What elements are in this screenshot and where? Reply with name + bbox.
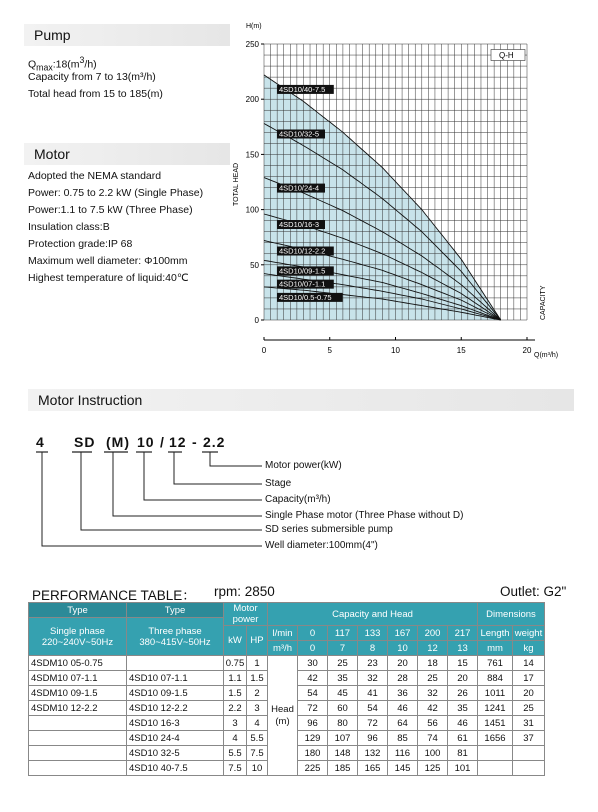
lmin-cell: 133 [358, 626, 388, 641]
head-value: 96 [358, 731, 388, 746]
hp-cell: 3 [247, 701, 268, 716]
x-tick-label: 5 [327, 346, 332, 355]
weight-cell: 17 [513, 671, 545, 686]
code-10: 10 [137, 434, 155, 450]
motor-temperature: Highest temperature of liquid:40℃ [28, 272, 189, 284]
three-phase-model [127, 656, 224, 671]
head-value: 96 [298, 716, 328, 731]
head-label-cell: Head (m) [268, 656, 298, 776]
three-phase-model: 4SD10 16-3 [127, 716, 224, 731]
lmin-cell: 200 [418, 626, 448, 641]
head-value: 145 [388, 761, 418, 776]
y-tick-label: 150 [245, 150, 259, 160]
three-phase-model: 4SD10 24-4 [127, 731, 224, 746]
head-value: 81 [448, 746, 478, 761]
head-value: 72 [298, 701, 328, 716]
weight-cell [513, 746, 545, 761]
series-label: 4SD10/09-1.5 [279, 266, 326, 276]
head-value: 18 [418, 656, 448, 671]
pump-qmax: $Q_{max}:18(m^3/h)$ [28, 55, 97, 73]
head-value: 85 [388, 731, 418, 746]
length-cell: 884 [478, 671, 513, 686]
head-value: 32 [418, 686, 448, 701]
hp-cell: 4 [247, 716, 268, 731]
instruction-section-title: Motor Instruction [28, 389, 574, 411]
length-cell: 1011 [478, 686, 513, 701]
weight-cell: 25 [513, 701, 545, 716]
head-value: 74 [418, 731, 448, 746]
single-phase-model [29, 761, 127, 776]
head-value: 46 [388, 701, 418, 716]
performance-table-title: PERFORMANCE TABLE： [32, 588, 196, 603]
three-phase-model: 4SD10 09-1.5 [127, 686, 224, 701]
head-value: 46 [448, 716, 478, 731]
length-cell [478, 746, 513, 761]
header-mm: mm [478, 641, 513, 656]
head-value: 100 [418, 746, 448, 761]
header-motor-power: Motor power [224, 603, 268, 626]
m3h-cell: 7 [328, 641, 358, 656]
motor-nema: Adopted the NEMA standard [28, 170, 162, 182]
length-cell: 1451 [478, 716, 513, 731]
single-phase-model [29, 746, 127, 761]
length-cell: 1656 [478, 731, 513, 746]
kw-cell: 1.5 [224, 686, 247, 701]
motor-insulation: Insulation class:B [28, 221, 110, 233]
head-value: 42 [418, 701, 448, 716]
series-label: 4SD10/07-1.1 [279, 279, 326, 289]
header-type-three: Type [127, 603, 224, 618]
motor-power-three: Power:1.1 to 7.5 kW (Three Phase) [28, 204, 193, 216]
head-value: 101 [448, 761, 478, 776]
series-label: 4SD10/12-2.2 [279, 246, 326, 256]
hp-cell: 2 [247, 686, 268, 701]
code-sd: SD [74, 434, 96, 450]
single-phase-model [29, 731, 127, 746]
head-value: 61 [448, 731, 478, 746]
header-capacity-head: Capacity and Head [268, 603, 478, 626]
kw-cell: 1.1 [224, 671, 247, 686]
head-value: 54 [298, 686, 328, 701]
series-label: 4SD10/32-5 [279, 129, 320, 139]
weight-cell: 37 [513, 731, 545, 746]
head-value: 26 [448, 686, 478, 701]
length-cell: 1241 [478, 701, 513, 716]
performance-table [28, 602, 545, 776]
head-value: 54 [358, 701, 388, 716]
head-value: 23 [358, 656, 388, 671]
head-value: 129 [298, 731, 328, 746]
motor-protection: Protection grade:IP 68 [28, 238, 133, 250]
y-tick-label: 100 [245, 205, 259, 215]
m3h-cell: 13 [448, 641, 478, 656]
head-value: 225 [298, 761, 328, 776]
pump-capacity: Capacity from 7 to 13(m³/h) [28, 71, 156, 83]
kw-cell: 4 [224, 731, 247, 746]
three-phase-model: 4SD10 40-7.5 [127, 761, 224, 776]
legend-label: Q-H [499, 51, 514, 61]
head-value: 56 [418, 716, 448, 731]
outlet-label: Outlet: G2" [500, 584, 567, 599]
x-tick-label: 15 [456, 346, 466, 355]
head-value: 20 [388, 656, 418, 671]
head-value: 180 [298, 746, 328, 761]
header-single-phase: Single phase 220~240V~50Hz [29, 618, 127, 656]
head-value: 15 [448, 656, 478, 671]
three-phase-model: 4SD10 07-1.1 [127, 671, 224, 686]
head-value: 35 [328, 671, 358, 686]
three-phase-model: 4SD10 32-5 [127, 746, 224, 761]
head-value: 42 [298, 671, 328, 686]
kw-cell: 3 [224, 716, 247, 731]
lmin-cell: 117 [328, 626, 358, 641]
single-phase-model: 4SDM10 12-2.2 [29, 701, 127, 716]
single-phase-model: 4SDM10 07-1.1 [29, 671, 127, 686]
kw-cell: 0.75 [224, 656, 247, 671]
code-m: (M) [106, 434, 130, 450]
head-value: 72 [358, 716, 388, 731]
head-value: 185 [328, 761, 358, 776]
code-slash: / [160, 434, 165, 450]
lmin-cell: 167 [388, 626, 418, 641]
m3h-cell: 12 [418, 641, 448, 656]
right-axis-label: CAPACITY [540, 285, 547, 320]
single-phase-model [29, 716, 127, 731]
x-axis-unit: Q(m³/h) [534, 352, 559, 359]
rpm-label: rpm: 2850 [214, 584, 275, 599]
weight-cell: 31 [513, 716, 545, 731]
table-row [29, 656, 545, 671]
motor-power-single: Power: 0.75 to 2.2 kW (Single Phase) [28, 187, 204, 199]
motor-section-title: Motor [24, 143, 230, 165]
header-hp: HP [247, 626, 268, 656]
three-phase-model: 4SD10 12-2.2 [127, 701, 224, 716]
label-capacity: Capacity(m³/h) [265, 494, 331, 505]
label-stage: Stage [265, 478, 292, 489]
hp-cell: 1.5 [247, 671, 268, 686]
label-single-phase: Single Phase motor (Three Phase without D) [265, 510, 464, 521]
header-kg: kg [513, 641, 545, 656]
head-value: 64 [388, 716, 418, 731]
head-value: 25 [328, 656, 358, 671]
lmin-cell: 217 [448, 626, 478, 641]
m3h-cell: 10 [388, 641, 418, 656]
head-value: 116 [388, 746, 418, 761]
head-value: 165 [358, 761, 388, 776]
header-dimensions: Dimensions [478, 603, 545, 626]
pump-total-head: Total head from 15 to 185(m) [28, 88, 163, 100]
header-length: Length [478, 626, 513, 641]
x-tick-label: 20 [522, 346, 532, 355]
y-tick-label: 0 [254, 316, 259, 325]
head-value: 125 [418, 761, 448, 776]
code-12: 12 [169, 434, 187, 450]
head-value: 28 [388, 671, 418, 686]
single-phase-model: 4SDM10 05-0.75 [29, 656, 127, 671]
head-value: 41 [358, 686, 388, 701]
header-lmin: l/min [268, 626, 298, 641]
single-phase-model: 4SDM10 09-1.5 [29, 686, 127, 701]
header-weight: weight [513, 626, 545, 641]
series-label: 4SD10/24-4 [279, 183, 320, 193]
length-cell: 761 [478, 656, 513, 671]
head-value: 30 [298, 656, 328, 671]
kw-cell: 7.5 [224, 761, 247, 776]
head-value: 80 [328, 716, 358, 731]
x-tick-label: 10 [391, 346, 400, 355]
code-well: 4 [36, 434, 45, 450]
pump-section-title: Pump [24, 24, 230, 46]
hp-cell: 5.5 [247, 731, 268, 746]
length-cell [478, 761, 513, 776]
head-value: 107 [328, 731, 358, 746]
hp-cell: 7.5 [247, 746, 268, 761]
head-value: 20 [448, 671, 478, 686]
head-value: 132 [358, 746, 388, 761]
y-tick-label: 250 [245, 40, 259, 49]
label-sd-series: SD series submersible pump [265, 524, 393, 535]
head-value: 25 [418, 671, 448, 686]
series-label: 4SD10/16-3 [279, 220, 320, 230]
code-22: 2.2 [203, 434, 226, 450]
header-three-phase: Three phase 380~415V~50Hz [127, 618, 224, 656]
header-type-single: Type [29, 603, 127, 618]
label-motor-power: Motor power(kW) [265, 460, 342, 471]
series-label: 4SD10/0.5-0.75 [279, 292, 332, 302]
x-tick-label: 0 [261, 346, 267, 355]
motor-well-diameter: Maximum well diameter: Φ100mm [28, 255, 188, 267]
weight-cell: 14 [513, 656, 545, 671]
kw-cell: 5.5 [224, 746, 247, 761]
head-value: 35 [448, 701, 478, 716]
label-well-diameter: Well diameter:100mm(4") [265, 540, 378, 551]
head-value: 60 [328, 701, 358, 716]
weight-cell [513, 761, 545, 776]
head-value: 36 [388, 686, 418, 701]
lmin-cell: 0 [298, 626, 328, 641]
y-axis-unit: H(m) [246, 23, 262, 30]
head-value: 148 [328, 746, 358, 761]
header-m3h: m³/h [268, 641, 298, 656]
series-label: 4SD10/40-7.5 [279, 84, 326, 94]
code-dash: - [192, 434, 198, 450]
m3h-cell: 0 [298, 641, 328, 656]
m3h-cell: 8 [358, 641, 388, 656]
header-kw: kW [224, 626, 247, 656]
kw-cell: 2.2 [224, 701, 247, 716]
y-tick-label: 50 [250, 260, 259, 270]
head-value: 32 [358, 671, 388, 686]
head-value: 45 [328, 686, 358, 701]
hp-cell: 10 [247, 761, 268, 776]
weight-cell: 20 [513, 686, 545, 701]
y-tick-label: 200 [245, 95, 259, 105]
y-axis-label: TOTAL HEAD [233, 162, 240, 206]
hp-cell: 1 [247, 656, 268, 671]
